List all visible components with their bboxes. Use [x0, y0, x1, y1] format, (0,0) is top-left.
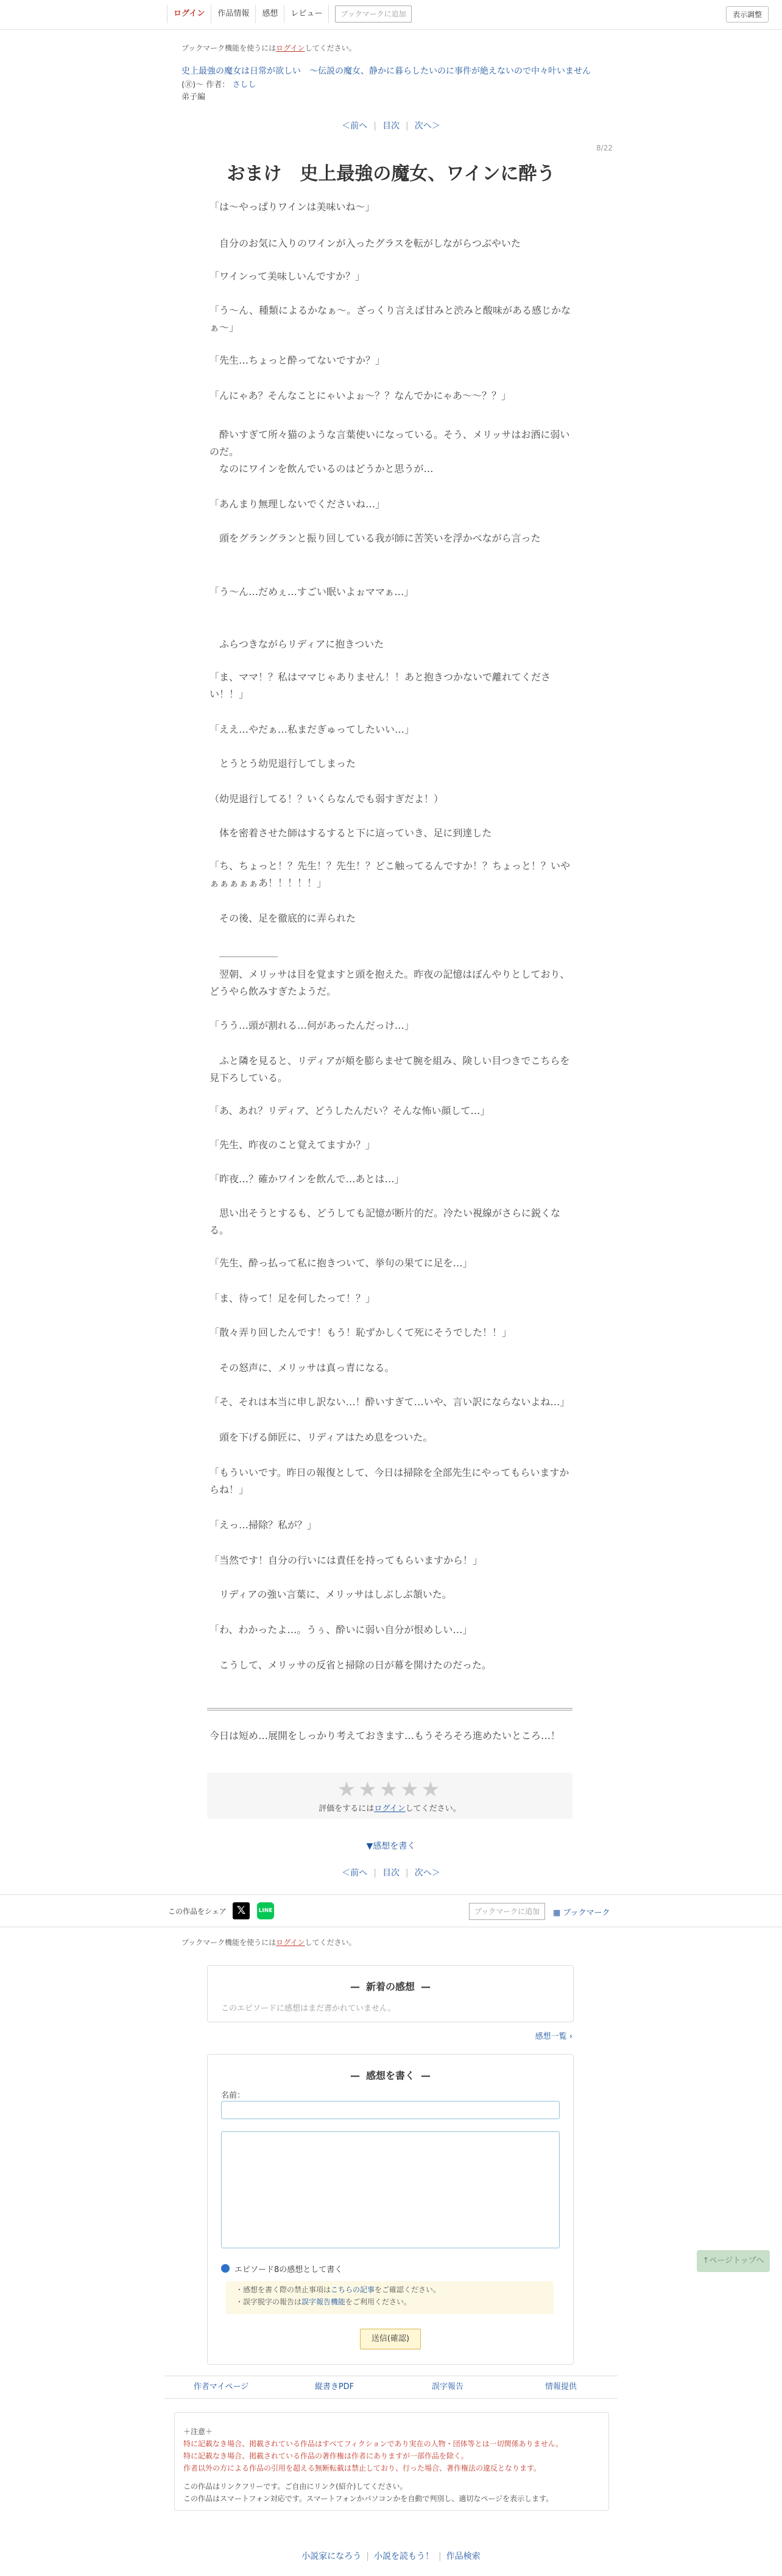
impression-notice: ・感想を書く際の禁止事項はこちらの記事をご確認ください。 ・誤字脱字の報告は誤字報告機能をご利用ください。 [226, 2281, 554, 2314]
body-paragraph: 「当然です！自分の行いには責任を持ってもらいますから！」 [210, 1554, 483, 1566]
episode-title: おまけ 史上最強の魔女、ワインに酔う [227, 163, 555, 185]
work-info-link[interactable]: 作品情報 [211, 5, 256, 23]
name-label: 名前： [221, 2091, 245, 2100]
pager-bottom: ＜前へ | 目次 | 次へ＞ [342, 1868, 440, 1878]
rating-login-link[interactable]: ログイン [374, 1804, 406, 1813]
top-bar [0, 0, 782, 30]
footer-links: 小説家になろう | 小説を読もう！ | 作品検索 [301, 2552, 481, 2561]
body-paragraph: 「ワインって美味しいんですか？」 [210, 270, 365, 282]
body-paragraph: 「散々弄り回したんです！もう！恥ずかしくて死にそうでした！！」 [210, 1327, 512, 1338]
body-paragraph: その怒声に、メリッサは真っ青になる。 [210, 1362, 395, 1374]
info-provide-link[interactable]: 情報提供 [544, 2382, 577, 2391]
author-line: (🄬)～ 作者： さしし [181, 80, 256, 90]
impressions-list-link[interactable]: 感想一覧 › [535, 2032, 572, 2041]
latest-impressions-title: — 新着の感想 — [350, 1981, 431, 1992]
bookmark-link[interactable]: ▦ ブックマーク [553, 1908, 610, 1918]
latest-impressions-empty: このエピソードに感想はまだ書かれていません。 [221, 2004, 396, 2013]
body-paragraph: 「先生、酔っ払って私に抱きついて、挙句の果てに足を…」 [210, 1257, 473, 1269]
body-paragraph: （幼児退行してる！？いくらなんでも弱すぎだよ！） [210, 793, 444, 805]
body-paragraph: 「ま、待って！足を何したって！？」 [210, 1293, 376, 1304]
body-paragraph: 酔いすぎて所々猫のような言葉使いになっている。そう、メリッサはお酒に弱いのだ。 なのにワインを飲んでいるのはどうかと思うが… [210, 429, 570, 475]
next-link[interactable]: 次へ＞ [414, 121, 440, 131]
body-paragraph: 「ま、ママ！？私はママじゃありません！！あと抱きつかないで離れてください！！」 [210, 671, 551, 700]
bookmark-login-note-2: ブックマーク機能を使うにはログインしてください。 [181, 1938, 356, 1947]
page-number: 8/22 [596, 144, 613, 152]
write-impression-title: — 感想を書く — [350, 2070, 431, 2081]
login-link[interactable]: ログイン [167, 5, 211, 23]
body-paragraph: 思い出そうとするも、どうしても記憶が断片的だ。冷たい視線がさらに鋭くなる。 [210, 1207, 561, 1236]
body-paragraph: 「ええ…やだぁ…私まだぎゅってしたいい…」 [210, 724, 415, 735]
body-paragraph: 「そ、それは本当に申し訳ない…！酔いすぎて…いや、言い訳にならないよね…」 [210, 1396, 570, 1408]
body-paragraph: 「うう…頭が割れる…何があったんだっけ…」 [210, 1020, 414, 1031]
body-paragraph: 「先生…ちょっと酔ってないですか？」 [210, 355, 386, 366]
top-nav [167, 5, 412, 23]
name-input[interactable] [221, 2101, 560, 2119]
write-impression-link[interactable]: ▼感想を書く [366, 1841, 416, 1851]
display-settings-button[interactable]: 表示調整 [726, 6, 769, 23]
caution-red-2: 特に記載なき場合、掲載されている作品の著作権は作者にありますが一部作品を除く。 [183, 2452, 468, 2460]
episode-checkbox[interactable] [221, 2264, 230, 2273]
body-paragraph: 頭をグラングランと振り回している我が師に苦笑いを浮かべながら言った [210, 532, 541, 544]
impression-textarea[interactable] [221, 2131, 560, 2248]
body-paragraph: 「えっ…掃除？私が？」 [210, 1519, 317, 1531]
body-paragraph: 「う～ん…だめぇ…すごい眠いよぉママぁ…」 [210, 586, 414, 598]
body-paragraph: リディアの強い言葉に、メリッサはしぶしぶ頷いた。 [210, 1589, 452, 1600]
bookmark-login-link-2[interactable]: ログイン [276, 1938, 305, 1947]
chapter-title: 弟子編 [181, 93, 206, 102]
review-link[interactable]: レビュー [284, 5, 329, 23]
line-share-icon[interactable]: LINE [257, 1902, 274, 1919]
body-paragraph: 「わ、わかったよ…。うぅ、酔いに弱い自分が恨めしい…」 [210, 1624, 473, 1636]
caution-box [174, 2412, 609, 2511]
share-bar [0, 1894, 782, 1927]
latest-impressions-box [207, 1965, 574, 2022]
body-paragraph: 「あんまり無理しないでくださいね…」 [210, 498, 386, 510]
submit-button[interactable]: 送信(確認) [360, 2329, 421, 2349]
impressions-link[interactable]: 感想 [256, 5, 284, 23]
caution-red-3: 作者以外の方による作品の引用を超える無断転載は禁止しており、行った場合、著作権法の違反となります。 [183, 2464, 541, 2472]
rules-article-link[interactable]: こちらの記事 [331, 2285, 375, 2294]
body-paragraph: 頭を下げる師匠に、リディアはため息をついた。 [210, 1431, 433, 1443]
body-paragraph: 「先生、昨夜のこと覚えてますか？」 [210, 1139, 376, 1151]
body-paragraph: 自分のお気に入りのワインが入ったグラスを転がしながらつぶやいた [210, 238, 521, 249]
bookmark-add-button[interactable]: ブックマークに追加 [335, 5, 411, 23]
episode-checkbox-label: エピソード8の感想として書く [234, 2265, 343, 2274]
x-share-icon[interactable]: 𝕏 [233, 1902, 250, 1919]
body-paragraph: 「ち、ちょっと！？先生！？先生！？どこ触ってるんですか！？ちょっと！？いやぁぁぁぁぁあ！！！！！」 [210, 860, 571, 889]
body-paragraph: 「は～やっぱりワインは美味いね～」 [210, 201, 375, 213]
rating-stars[interactable]: ★★★★★ [337, 1777, 443, 1802]
toc-link[interactable]: 目次 [382, 121, 400, 131]
prev-link[interactable]: ＜前へ [342, 1868, 368, 1878]
pager-top: ＜前へ | 目次 | 次へ＞ [342, 121, 440, 131]
author-mypage-link[interactable]: 作者マイページ [193, 2382, 249, 2391]
body-paragraph: 「あ、あれ？リディア、どうしたんだい？そんな怖い顔して…」 [210, 1105, 490, 1117]
caution-heading: ＋注意＋ [183, 2427, 213, 2436]
write-impression-box [207, 2054, 574, 2365]
rating-box [207, 1773, 572, 1819]
author-link[interactable]: さしし [232, 80, 256, 90]
toc-link[interactable]: 目次 [382, 1868, 400, 1878]
bookmark-login-note: ブックマーク機能を使うにはログインしてください。 [181, 44, 356, 52]
share-label: この作品をシェア [168, 1907, 227, 1916]
body-paragraph: その後、足を徹底的に弄られた [210, 912, 356, 924]
body-paragraph: 「う～ん、種類によるかなぁ～。ざっくり言えば甘みと渋みと酸味がある感じかなぁ～」 [210, 305, 571, 333]
bookmark-login-link[interactable]: ログイン [276, 44, 305, 52]
series-title-link[interactable]: 史上最強の魔女は日常が欲しい ～伝説の魔女、静かに暮らしたいのに事件が絶えないので中々叶いません [181, 66, 591, 76]
body-paragraph: こうして、メリッサの反省と掃除の日が幕を開けたのだった。 [210, 1659, 492, 1671]
afterword-divider [207, 1708, 572, 1710]
prev-link[interactable]: ＜前へ [342, 121, 368, 131]
next-link[interactable]: 次へ＞ [414, 1868, 440, 1878]
body-paragraph: 体を密着させた師はするすると下に這っていき、足に到達した [210, 827, 492, 839]
caution-line-1: この作品はリンクフリーです。ご自由にリンク(紹介)してください。 [183, 2482, 407, 2491]
page-top-button[interactable]: ↑ページトップへ [697, 2250, 770, 2272]
body-paragraph: 「んにゃあ？そんなことにゃいよぉ～？？なんでかにゃあ～～？？」 [210, 390, 512, 401]
body-paragraph: ふらつきながらリディアに抱きついた [210, 638, 384, 650]
footer-link-yomou[interactable]: 小説を読もう！ [374, 2552, 434, 2561]
vertical-pdf-link[interactable]: 縦書きPDF [314, 2382, 354, 2391]
afterword: 今日は短め…展開をしっかり考えておきます…もうそろそろ進めたいところ…！ [210, 1730, 561, 1741]
bookmark-add-button-2[interactable]: ブックマークに追加 [469, 1903, 545, 1920]
typo-report-link[interactable]: 誤字報告機能 [301, 2298, 346, 2306]
body-paragraph: ＿＿＿＿＿＿ [210, 947, 278, 958]
footer-link-search[interactable]: 作品検索 [446, 2552, 481, 2561]
body-paragraph: 「昨夜…？確かワインを飲んで…あとは…」 [210, 1173, 404, 1185]
caution-line-2: この作品はスマートフォン対応です。スマートフォンかパソコンかを自動で判別し、適切なページを表示します。 [183, 2494, 554, 2503]
caution-red-1: 特に記載なき場合、掲載されている作品はすべてフィクションであり実在の人物・団体等とは一切関係ありません。 [183, 2440, 563, 2448]
body-paragraph: 「もういいです。昨日の報復として、今日は掃除を全部先生にやってもらいますからね！」 [210, 1467, 569, 1495]
footer-link-narou[interactable]: 小説家になろう [301, 2552, 362, 2561]
body-paragraph: ふと隣を見ると、リディアが頬を膨らませて腕を組み、険しい目つきでこちらを見下ろしている。 [210, 1055, 570, 1084]
bottom-links [164, 2376, 618, 2399]
body-paragraph: とうとう幼児退行してしまった [210, 758, 356, 769]
body-paragraph: 翌朝、メリッサは目を覚ますと頭を抱えた。昨夜の記憶はぼんやりとしており、どうやら飲みすぎたようだ。 [210, 969, 570, 997]
typo-report-bottom-link[interactable]: 誤字報告 [431, 2382, 463, 2391]
rating-login-note: 評価をするにはログインしてください。 [319, 1804, 461, 1813]
